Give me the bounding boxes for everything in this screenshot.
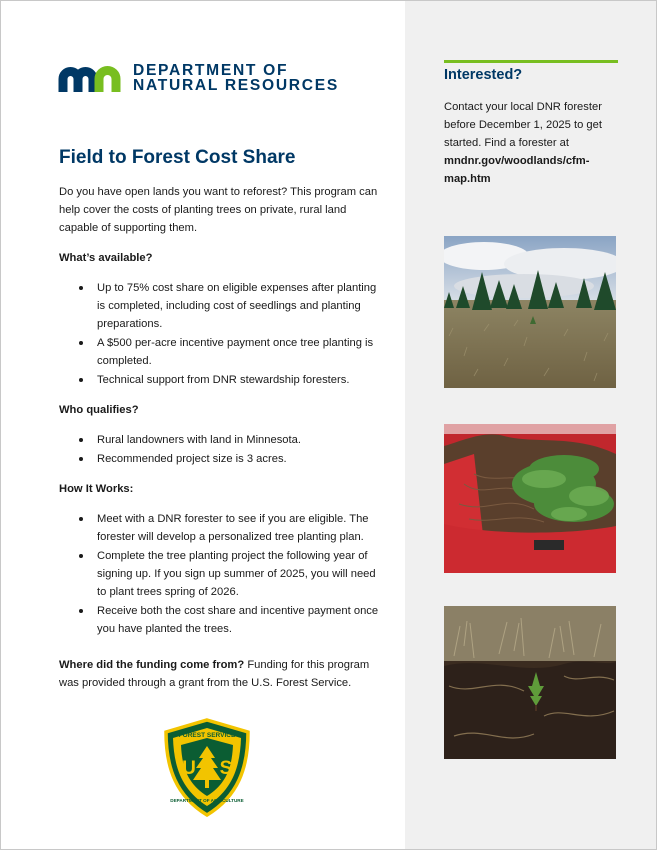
dnr-logo — [58, 62, 339, 94]
section-heading-available: What’s available? — [59, 252, 153, 264]
page-title: Field to Forest Cost Share — [59, 147, 296, 168]
mn-logo-mark-icon — [58, 62, 124, 94]
list-item: Recommended project size is 3 acres. — [59, 450, 379, 468]
photo-field-evergreens — [444, 236, 616, 388]
photo-seedlings-planter — [444, 424, 616, 573]
funding-label: Where did the funding come from? — [59, 659, 245, 671]
qualifies-list — [59, 431, 379, 468]
forester-map-link[interactable]: mndnr.gov/woodlands/cfm-map.htm — [444, 155, 590, 185]
sidebar-accent-rule — [444, 60, 618, 63]
shield-bottom-text: DEPARTMENT OF AGRICULTURE — [170, 798, 244, 803]
forest-service-shield-logo — [160, 718, 254, 823]
how-it-works-list — [59, 510, 379, 638]
list-item: Receive both the cost share and incentive payment once you have planted the trees. — [59, 602, 379, 638]
intro-paragraph: Do you have open lands you want to reforest? This program can help cover the costs of planting trees on private, rural land capable of supporting them. — [59, 186, 378, 234]
available-list — [59, 279, 379, 389]
list-item: Meet with a DNR forester to see if you are eligible. The forester will develop a personalized tree planting plan. — [59, 510, 379, 546]
list-item: Complete the tree planting project the following year of signing up. If you sign up summer of 2025, you will need to plant trees spring of 2026. — [59, 547, 379, 601]
funding-text: Funding for this program was provided through a grant from the U.S. Forest Service. — [59, 659, 370, 689]
section-heading-qualifies: Who qualifies? — [59, 404, 139, 416]
shield-top-text: FOREST SERVICE — [178, 732, 236, 739]
shield-letter-s: S — [219, 758, 233, 779]
logo-line-2: NATURAL RESOURCES — [133, 77, 339, 94]
sidebar-contact-text: Contact your local DNR forester before December 1, 2025 to get started. Find a forester at — [444, 101, 602, 149]
list-item: Technical support from DNR stewardship foresters. — [59, 371, 379, 389]
photo-planted-seedling — [444, 606, 616, 759]
shield-letter-u: U — [182, 758, 196, 779]
main-content — [59, 183, 379, 692]
funding-paragraph — [59, 656, 379, 692]
list-item: Up to 75% cost share on eligible expenses after planting is completed, including cost of seedlings and planting preparations. — [59, 279, 379, 333]
sidebar-heading: Interested? — [444, 67, 523, 83]
section-heading-how-it-works: How It Works: — [59, 483, 134, 495]
list-item: Rural landowners with land in Minnesota. — [59, 431, 379, 449]
sidebar-text-block — [444, 98, 624, 188]
list-item: A $500 per-acre incentive payment once tree planting is completed. — [59, 334, 379, 370]
logo-line-1: DEPARTMENT OF — [133, 61, 289, 79]
